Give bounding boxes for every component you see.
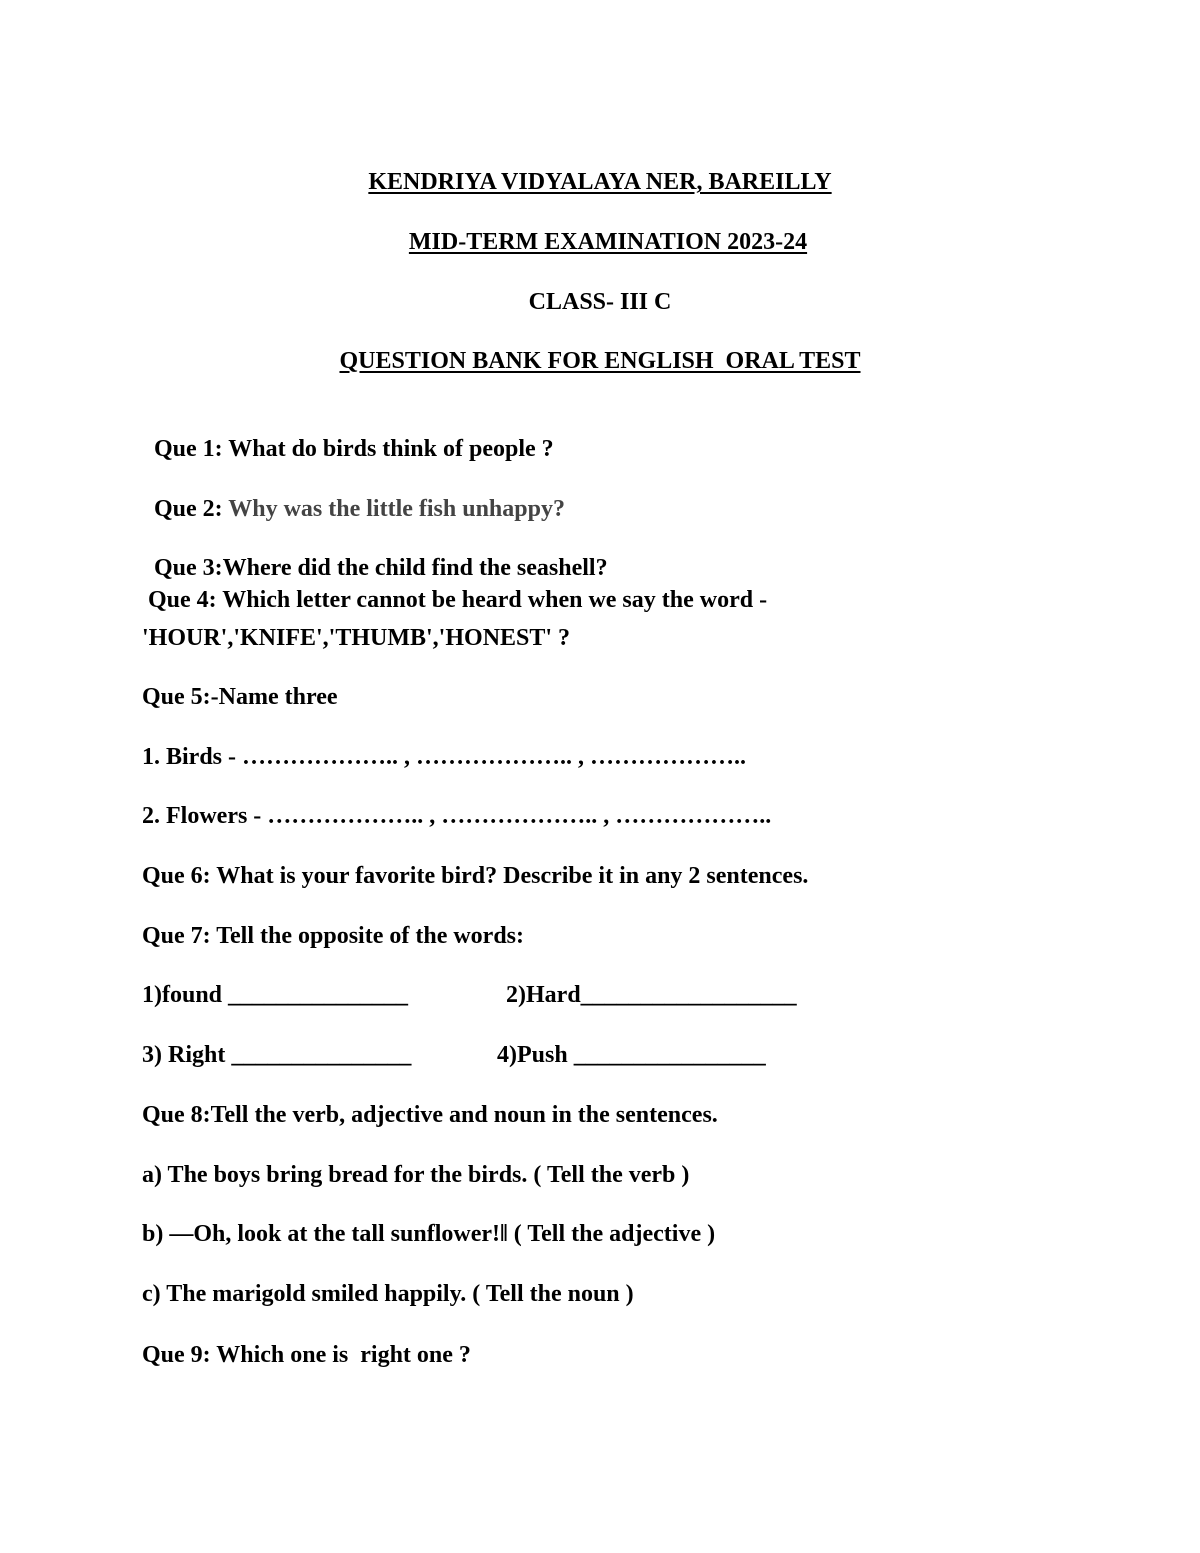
question-5: Que 5:-Name three [142,684,338,710]
question-3-text: Where did the child find the seashell? [222,555,608,581]
question-bank-title: QUESTION BANK FOR ENGLISH ORAL TEST [339,348,861,374]
question-4-line-1: Que 4: Which letter cannot be heard when we say the word - [142,587,768,613]
question-8-c: c) The marigold smiled happily. ( Tell the noun ) [142,1281,634,1307]
school-name: KENDRIYA VIDYALAYA NER, BAREILLY [368,169,832,195]
question-1 [142,407,554,463]
question-4-line-2: 'HOUR','KNIFE','THUMB','HONEST' ? [142,625,571,651]
question-9: Que 9: Which one is right one ? [142,1342,471,1368]
question-2-label: Que 2: [154,496,223,522]
question-5-birds: 1. Birds - ……………….. , ……………….. , ……………….. [142,744,747,770]
question-8: Que 8:Tell the verb, adjective and noun in the sentences. [142,1102,718,1128]
question-7: Que 7: Tell the opposite of the words: [142,923,525,949]
opposite-word-2: 2)Hard__________________ [506,982,797,1008]
question-8-b: b) ―Oh, look at the tall sunflower!‖ ( Tell the adjective ) [142,1221,716,1247]
question-3-label: Que 3: [154,555,223,581]
question-2 [142,467,565,523]
exam-title: MID-TERM EXAMINATION 2023-24 [408,229,808,255]
class-label: CLASS- III C [528,289,672,315]
opposite-word-1: 1)found _______________ [142,982,409,1008]
opposite-word-4: 4)Push ________________ [497,1042,766,1068]
opposite-word-3: 3) Right _______________ [142,1042,412,1068]
question-8-a: a) The boys bring bread for the birds. ( Tell the verb ) [142,1162,690,1188]
question-2-text: Why was the little fish unhappy? [222,496,565,522]
question-6: Que 6: What is your favorite bird? Describe it in any 2 sentences. [142,863,809,889]
question-1-label: Que 1: [154,436,223,462]
question-3 [142,526,608,582]
question-5-flowers: 2. Flowers - ……………….. , ……………….. , ……………….. [142,803,772,829]
question-1-text: What do birds think of people ? [222,436,554,462]
